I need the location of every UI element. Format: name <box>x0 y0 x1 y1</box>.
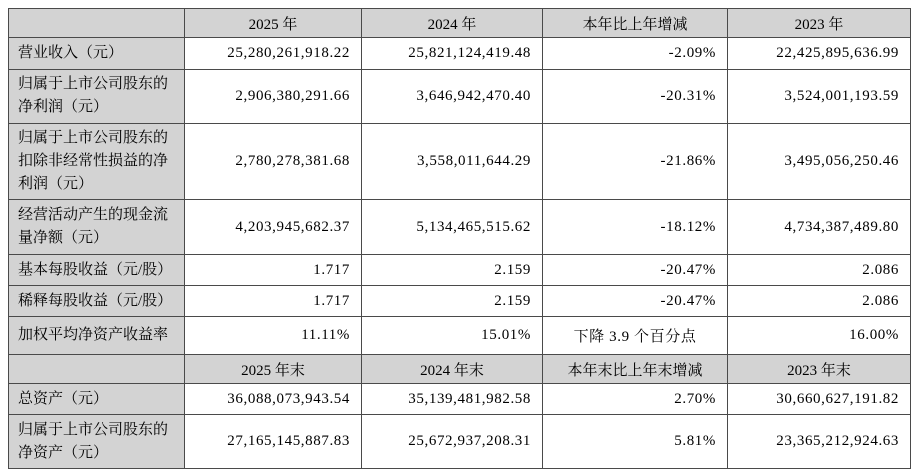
row-total-assets <box>9 384 911 415</box>
row-net-profit <box>9 70 911 124</box>
header-2023: 2023 年 <box>728 9 911 38</box>
header-2025: 2025 年 <box>185 9 362 38</box>
cell-change-value: -2.09% <box>543 38 728 70</box>
row-basic-eps <box>9 255 911 286</box>
row-label-basic-eps: 基本每股收益（元/股） <box>9 255 185 286</box>
row-diluted-eps <box>9 286 911 317</box>
cell-2023-value: 4,734,387,489.80 <box>728 200 911 255</box>
cell-2025-value: 2,780,278,381.68 <box>185 123 362 200</box>
row-revenue <box>9 38 911 70</box>
cell-2025-value: 2,906,380,291.66 <box>185 70 362 124</box>
cell-2024-value: 2.159 <box>362 255 543 286</box>
cell-change-value: -21.86% <box>543 123 728 200</box>
header-row-annual <box>9 9 911 38</box>
cell-change-value: 下降 3.9 个百分点 <box>543 317 728 355</box>
cell-2024-value: 35,139,481,982.58 <box>362 384 543 415</box>
header-2023-end: 2023 年末 <box>728 355 911 384</box>
cell-2024-value: 3,558,011,644.29 <box>362 123 543 200</box>
cell-2023-value: 3,524,001,193.59 <box>728 70 911 124</box>
header-period-end-change: 本年末比上年末增减 <box>543 355 728 384</box>
row-label-weighted-roe: 加权平均净资产收益率 <box>9 317 185 355</box>
header-2024-end: 2024 年末 <box>362 355 543 384</box>
header-2024: 2024 年 <box>362 9 543 38</box>
header-blank-cell <box>9 355 185 384</box>
cell-2025-value: 25,280,261,918.22 <box>185 38 362 70</box>
header-2025-end: 2025 年末 <box>185 355 362 384</box>
cell-change-value: -18.12% <box>543 200 728 255</box>
cell-2025-value: 1.717 <box>185 255 362 286</box>
header-yoy-change: 本年比上年增减 <box>543 9 728 38</box>
cell-2023-value: 2.086 <box>728 255 911 286</box>
header-blank-cell <box>9 9 185 38</box>
cell-2025-value: 4,203,945,682.37 <box>185 200 362 255</box>
cell-2025-value: 1.717 <box>185 286 362 317</box>
row-label-net-profit: 归属于上市公司股东的净利润（元） <box>9 70 185 124</box>
cell-2025-value: 11.11% <box>185 317 362 355</box>
cell-2023-value: 2.086 <box>728 286 911 317</box>
financial-summary-table <box>8 8 911 469</box>
cell-2024-value: 25,672,937,208.31 <box>362 415 543 469</box>
header-row-period-end <box>9 355 911 384</box>
row-weighted-roe <box>9 317 911 355</box>
cell-2025-value: 27,165,145,887.83 <box>185 415 362 469</box>
cell-change-value: -20.31% <box>543 70 728 124</box>
cell-2023-value: 3,495,056,250.46 <box>728 123 911 200</box>
row-label-operating-cash-flow: 经营活动产生的现金流量净额（元） <box>9 200 185 255</box>
cell-change-value: 5.81% <box>543 415 728 469</box>
row-label-net-assets: 归属于上市公司股东的净资产（元） <box>9 415 185 469</box>
cell-2023-value: 30,660,627,191.82 <box>728 384 911 415</box>
cell-2023-value: 22,425,895,636.99 <box>728 38 911 70</box>
row-net-assets <box>9 415 911 469</box>
cell-2023-value: 16.00% <box>728 317 911 355</box>
cell-2023-value: 23,365,212,924.63 <box>728 415 911 469</box>
cell-change-value: 2.70% <box>543 384 728 415</box>
cell-change-value: -20.47% <box>543 255 728 286</box>
row-operating-cash-flow <box>9 200 911 255</box>
cell-2024-value: 5,134,465,515.62 <box>362 200 543 255</box>
cell-2024-value: 3,646,942,470.40 <box>362 70 543 124</box>
row-label-revenue: 营业收入（元） <box>9 38 185 70</box>
row-label-net-profit-deducted: 归属于上市公司股东的扣除非经常性损益的净利润（元） <box>9 123 185 200</box>
row-label-diluted-eps: 稀释每股收益（元/股） <box>9 286 185 317</box>
row-label-total-assets: 总资产（元） <box>9 384 185 415</box>
cell-change-value: -20.47% <box>543 286 728 317</box>
cell-2024-value: 25,821,124,419.48 <box>362 38 543 70</box>
cell-2024-value: 2.159 <box>362 286 543 317</box>
cell-2024-value: 15.01% <box>362 317 543 355</box>
row-net-profit-deducted <box>9 123 911 200</box>
cell-2025-value: 36,088,073,943.54 <box>185 384 362 415</box>
